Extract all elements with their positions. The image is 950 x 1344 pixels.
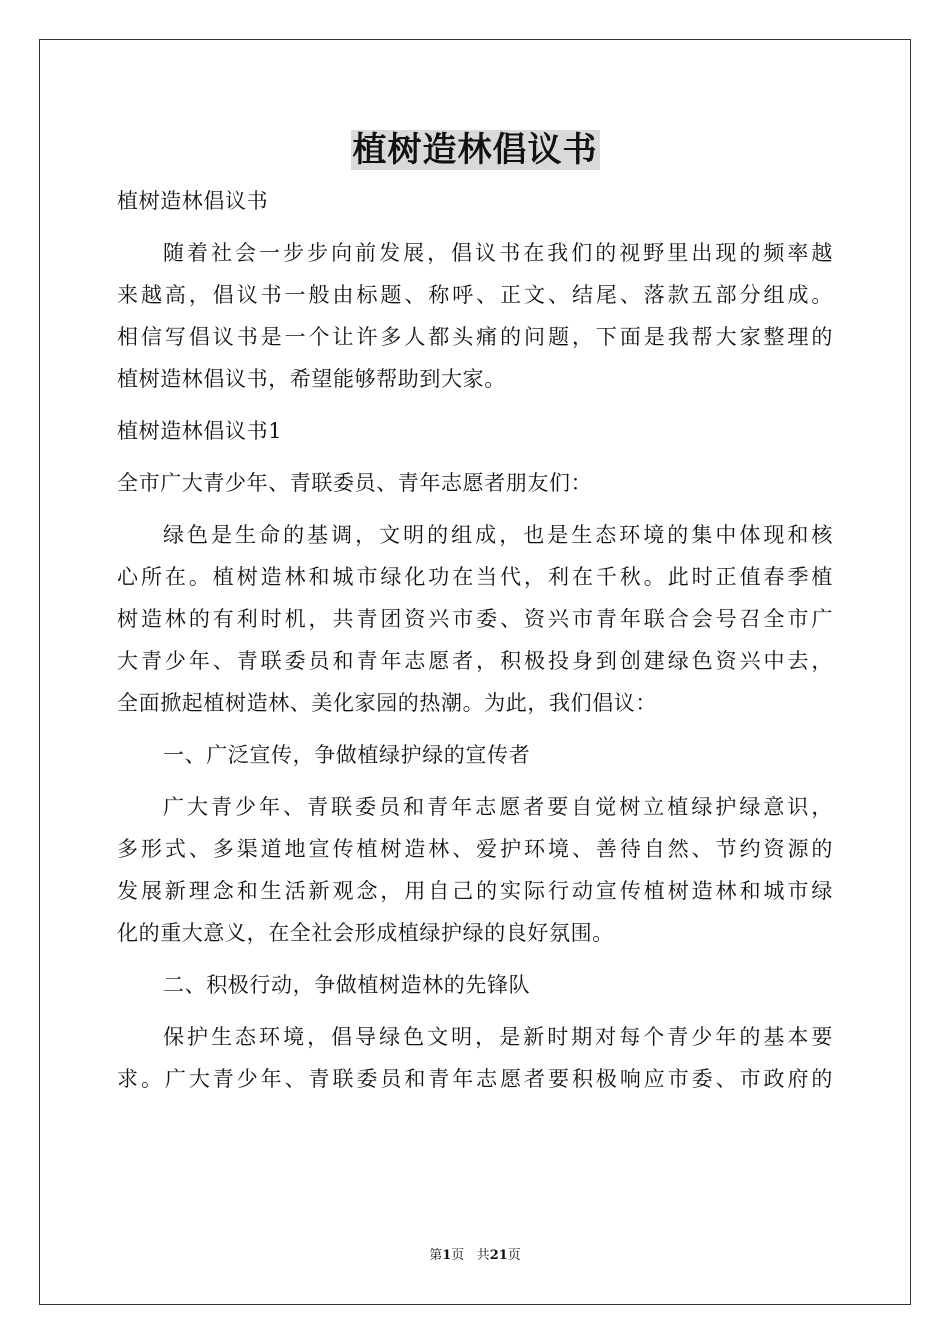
paragraph-line: 求。广大青少年、青联委员和青年志愿者要积极响应市委、市政府的: [117, 1067, 833, 1091]
paragraph-line: 多形式、多渠道地宣传植树造林、爱护环境、善待自然、节约资源的: [117, 837, 833, 861]
paragraph-line: 树造林的有利时机，共青团资兴市委、资兴市青年联合会号召全市广: [117, 607, 833, 631]
paragraph-line: 化的重大意义，在全社会形成植绿护绿的良好氛围。: [117, 921, 614, 945]
paragraph-line: 相信写倡议书是一个让许多人都头痛的问题，下面是我帮大家整理的: [117, 325, 833, 349]
document-title: 植树造林倡议书: [352, 130, 598, 170]
paragraph-line: 广大青少年、青联委员和青年志愿者要自觉树立植绿护绿意识，: [163, 795, 833, 819]
paragraph-line: 心所在。植树造林和城市绿化功在当代，利在千秋。此时正值春季植: [117, 565, 833, 589]
page-footer: 第1页 共21页: [429, 1248, 521, 1263]
total-page-count: 21: [489, 1248, 508, 1263]
paragraph-line: 来越高，倡议书一般由标题、称呼、正文、结尾、落款五部分组成。: [117, 283, 833, 307]
paragraph-line: 全面掀起植树造林、美化家园的热潮。为此，我们倡议：: [117, 691, 657, 715]
paragraph-line: 大青少年、青联委员和青年志愿者，积极投身到创建绿色资兴中去，: [117, 649, 833, 673]
paragraph-line: 植树造林倡议书，希望能够帮助到大家。: [117, 367, 506, 391]
paragraph-line: 发展新理念和生活新观念，用自己的实际行动宣传植树造林和城市绿: [117, 879, 833, 903]
point-heading-2: 二、积极行动，争做植树造林的先锋队: [163, 973, 531, 997]
current-page-number: 1: [442, 1248, 452, 1263]
document-body: [117, 180, 833, 1100]
salutation-line: 全市广大青少年、青联委员、青年志愿者朋友们：: [117, 471, 593, 495]
paragraph-line: 随着社会一步步向前发展，倡议书在我们的视野里出现的频率越: [163, 241, 833, 265]
paragraph-line: 绿色是生命的基调，文明的组成，也是生态环境的集中体现和核: [163, 523, 833, 547]
point-heading-1: 一、广泛宣传，争做植绿护绿的宣传者: [163, 743, 531, 767]
paragraph-line: 保护生态环境，倡导绿色文明，是新时期对每个青少年的基本要: [163, 1025, 833, 1049]
section-heading: 植树造林倡议书1: [117, 419, 283, 443]
subtitle-line: 植树造林倡议书: [117, 189, 269, 213]
